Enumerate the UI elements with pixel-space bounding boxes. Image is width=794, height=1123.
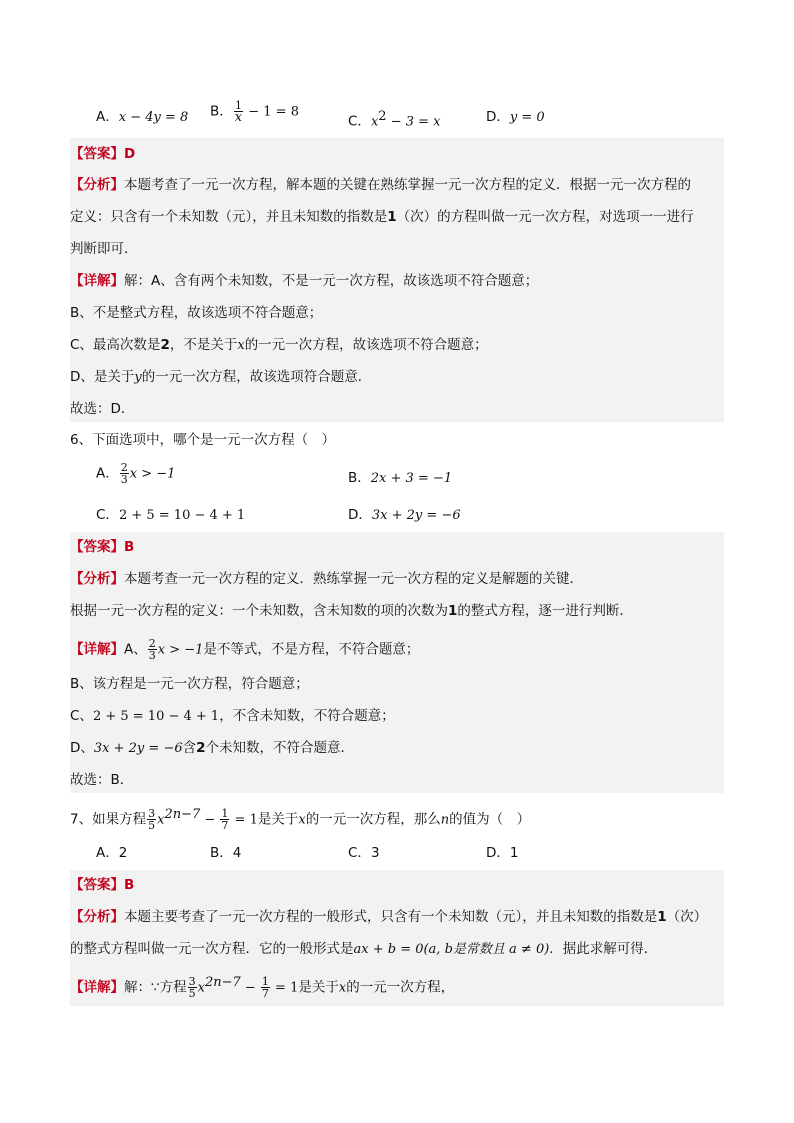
- q7-answer: 【答案】B: [70, 877, 135, 893]
- q6-detail-line2: B、该方程是一元一次方程，符合题意；: [70, 676, 309, 692]
- q5-option-a: A．x − 4y = 8: [96, 109, 189, 125]
- q5-answer: 【答案】D: [70, 146, 136, 162]
- q7-analysis-line1: 【分析】本题主要考查了一元一次方程的一般形式，只含有一个未知数（元），并且未知数的指数是1（次）: [70, 909, 708, 925]
- q5-detail-line3: C、最高次数是2，不是关于x的一元一次方程，故该选项不符合题意；: [70, 337, 488, 353]
- q7-stem: 7、如果方程 $\frac{3}{5}$ $x^{2n-7}$ − $\frac{1}{7}$ = 1是关于x的一元一次方程，那么n的值为（ ）: [70, 807, 531, 832]
- q7-analysis-line2: 的整式方程叫做一元一次方程．它的一般形式是ax + b = 0(a, b是常数且 a ≠ 0)．据此求解可得．: [70, 941, 658, 957]
- q7-option-d: D．1: [486, 845, 519, 861]
- q5-option-c: C．$x^2 - 3 = x$: [348, 109, 441, 130]
- q7-option-a: A．2: [96, 845, 128, 861]
- q5-analysis-line1: 【分析】本题考查了一元一次方程，解本题的关键在熟练掌握一元一次方程的定义．根据一元一次方程的: [70, 177, 691, 193]
- q6-answer: 【答案】B: [70, 539, 135, 555]
- q5-detail-line4: D、是关于y的一元一次方程，故该选项符合题意．: [70, 369, 372, 385]
- q7-detail-line1: 【详解】解：∵方程 $\frac{3}{5}$ $x^{2n-7}$ − $\frac{1}{7}$ = 1是关于x的一元一次方程，: [70, 975, 455, 1000]
- q7-option-c: C．3: [348, 845, 380, 861]
- q6-option-b: B．2x + 3 = −1: [348, 470, 453, 486]
- q5-analysis-line2: 定义：只含有一个未知数（元），并且未知数的指数是1（次）的方程叫做一元一次方程，对选项一一进行: [70, 209, 694, 225]
- q5-analysis-line3: 判断即可．: [70, 241, 138, 257]
- q6-option-d: D．3x + 2y = −6: [348, 507, 461, 523]
- q5-detail-line1: 【详解】解：A、含有两个未知数，不是一元一次方程，故该选项不符合题意；: [70, 273, 539, 289]
- q5-option-b: B． $\frac{1}{x}$ − 1 = 8: [210, 99, 299, 125]
- q6-stem: 6、下面选项中，哪个是一元一次方程（ ）: [70, 432, 336, 448]
- q6-option-c: C．2 + 5 = 10 − 4 + 1: [96, 507, 246, 523]
- q6-detail-line3: C、2 + 5 = 10 − 4 + 1，不含未知数，不符合题意；: [70, 708, 395, 724]
- q6-conclusion: 故选：B．: [70, 772, 134, 788]
- q7-option-b: B．4: [210, 845, 242, 861]
- q5-conclusion: 故选：D．: [70, 401, 135, 417]
- q6-option-a: A． $\frac{2}{3}$ x > −1: [96, 461, 176, 486]
- q6-detail-line1: 【详解】A、 $\frac{2}{3}$ x > −1是不等式，不是方程，不符合题意；: [70, 637, 420, 662]
- q6-analysis-line1: 【分析】本题考查一元一次方程的定义．熟练掌握一元一次方程的定义是解题的关键．: [70, 571, 583, 587]
- q5-detail-line2: B、不是整式方程，故该选项不符合题意；: [70, 305, 323, 321]
- q5-option-d: D．y = 0: [486, 109, 545, 125]
- q6-analysis-line2: 根据一元一次方程的定义：一个未知数，含未知数的项的次数为1的整式方程，逐一进行判断．: [70, 603, 633, 619]
- q6-detail-line4: D、3x + 2y = −6含2个未知数，不符合题意．: [70, 740, 355, 756]
